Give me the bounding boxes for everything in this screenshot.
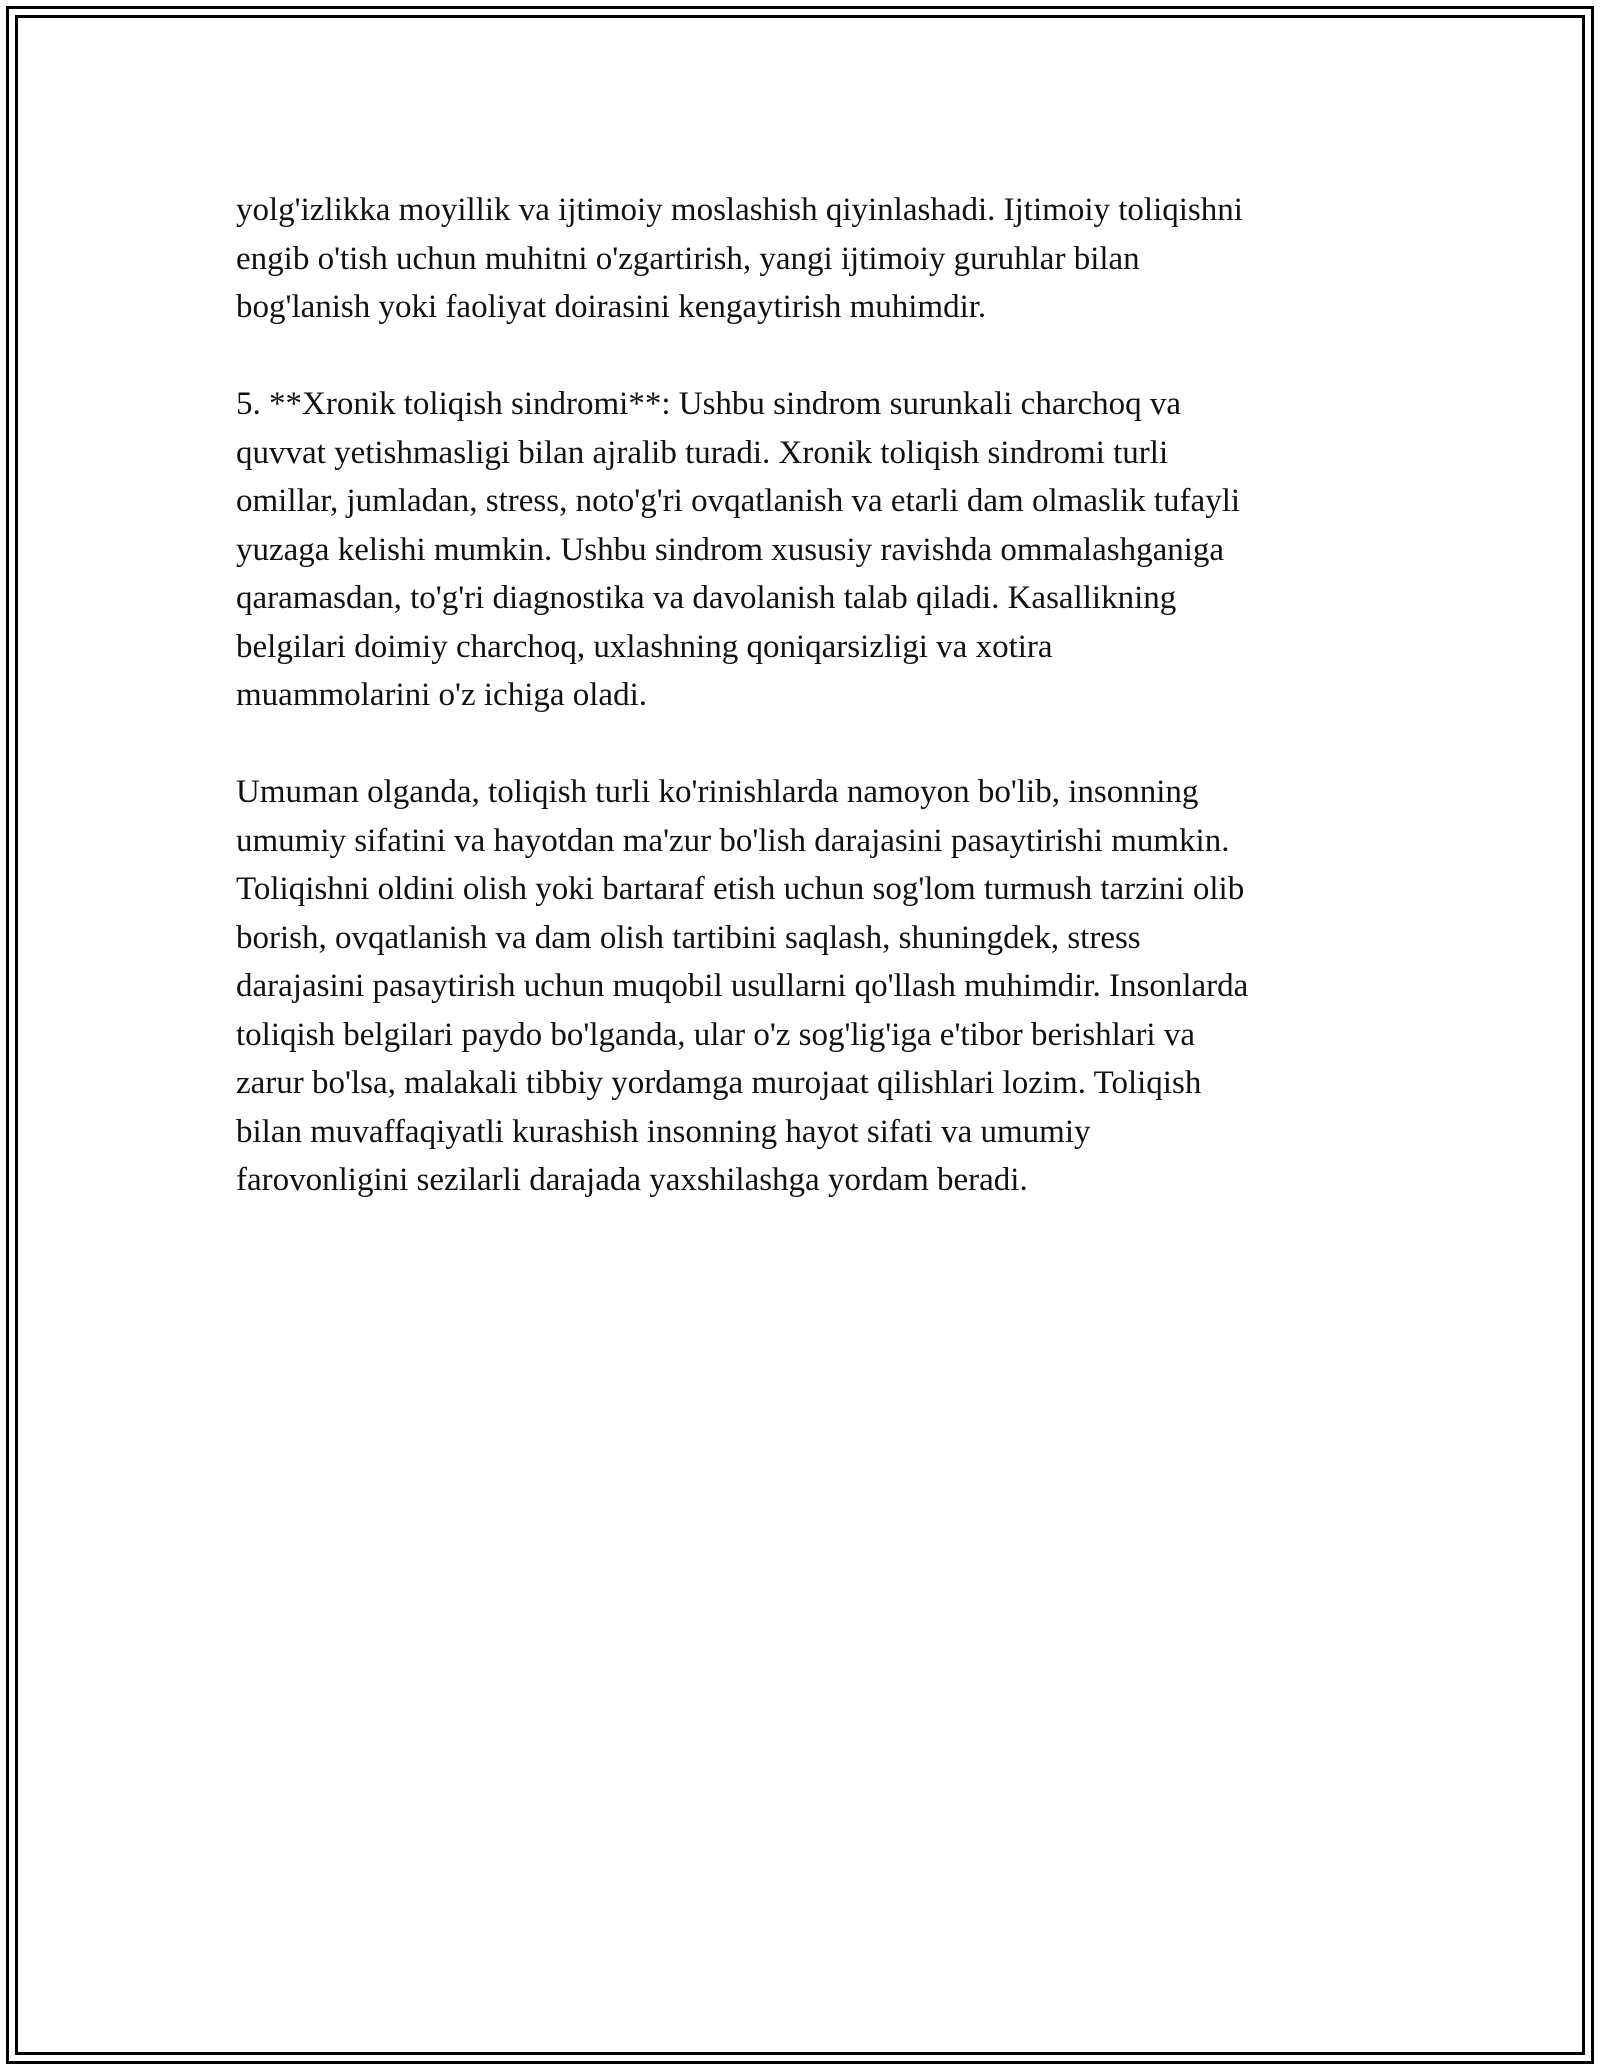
paragraph-social-fatigue xyxy=(236,186,1376,332)
text-line: farovonligini sezilarli darajada yaxshilashga yordam beradi. xyxy=(236,1162,1028,1198)
text-line: qaramasdan, to'g'ri diagnostika va davolanish talab qiladi. Kasallikning xyxy=(236,580,1177,616)
document-body xyxy=(236,186,1376,1253)
text-line: quvvat yetishmasligi bilan ajralib turadi. Xronik toliqish sindromi turli xyxy=(236,434,1169,471)
paragraph-chronic-fatigue-syndrome xyxy=(236,380,1376,720)
text-line: Toliqishni oldini olish yoki bartaraf etish uchun sog'lom turmush tarzini olib xyxy=(236,871,1245,907)
text-line: muammolarini o'z ichiga oladi. xyxy=(236,677,648,713)
text-line: darajasini pasaytirish uchun muqobil usullarni qo'llash muhimdir. Insonlarda xyxy=(236,968,1249,1004)
text-line: umumiy sifatini va hayotdan ma'zur bo'lish darajasini pasaytirishi mumkin. xyxy=(236,822,1230,859)
text-line: yolg'izlikka moyillik va ijtimoiy moslashish qiyinlashadi. Ijtimoiy toliqishni xyxy=(236,192,1243,228)
text-line: omillar, jumladan, stress, noto'g'ri ovqatlanish va etarli dam olmaslik tufayli xyxy=(236,483,1241,519)
text-line: zarur bo'lsa, malakali tibbiy yordamga murojaat qilishlari lozim. Toliqish xyxy=(236,1065,1202,1101)
text-line: belgilari doimiy charchoq, uxlashning qoniqarsizligi va xotira xyxy=(236,628,1053,665)
paragraph-conclusion xyxy=(236,768,1376,1205)
text-line: engib o'tish uchun muhitni o'zgartirish, yangi ijtimoiy guruhlar bilan xyxy=(236,240,1140,277)
text-line: bog'lanish yoki faoliyat doirasini kengaytirish muhimdir. xyxy=(236,289,987,325)
text-line: 5. **Xronik toliqish sindromi**: Ushbu sindrom surunkali charchoq va xyxy=(236,386,1181,422)
text-line: yuzaga kelishi mumkin. Ushbu sindrom xususiy ravishda ommalashganiga xyxy=(236,531,1225,568)
text-line: borish, ovqatlanish va dam olish tartibini saqlash, shuningdek, stress xyxy=(236,919,1141,956)
text-line: bilan muvaffaqiyatli kurashish insonning hayot sifati va umumiy xyxy=(236,1113,1091,1150)
text-line: toliqish belgilari paydo bo'lganda, ular o'z sog'lig'iga e'tibor berishlari va xyxy=(236,1016,1195,1053)
text-line: Umuman olganda, toliqish turli ko'rinishlarda namoyon bo'lib, insonning xyxy=(236,774,1199,810)
